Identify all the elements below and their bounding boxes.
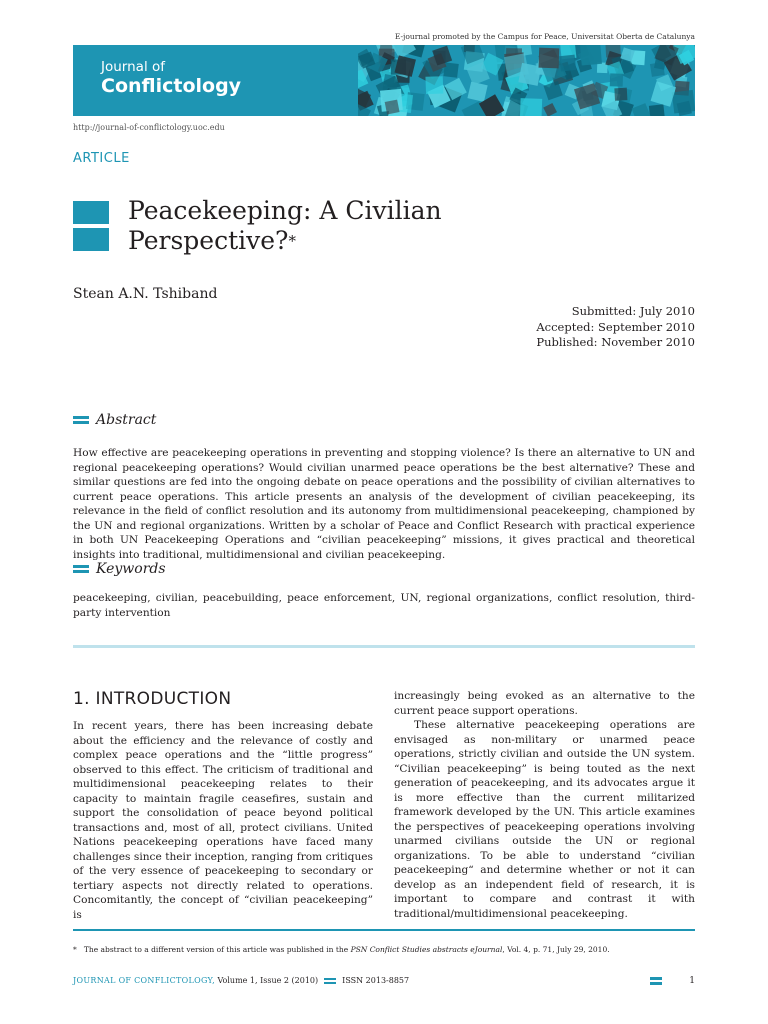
introduction-left-column [73,719,373,922]
article-type-label: ARTICLE [73,151,130,166]
date-accepted: Accepted: September 2010 [536,319,695,334]
banner-mosaic-graphic [358,45,695,116]
page-number: 1 [689,976,695,986]
abstract-heading-text: Abstract [96,412,157,428]
abstract-text: How effective are peacekeeping operations in preventing and stopping violence? Is there an alternative to UN and regional peacekeeping operations? Would civilian unarmed peace operations be the best alternative? These and similar questions are fed into the ongoing debate on peace operations and the possibility of civilian alternatives to current peace operations. This article presents an analysis of the development of civilian peacekeeping, its relevance in the field of conflict resolution and its autonomy from multidimensional peacekeeping, championed by the UN and regional organizations. Written by a scholar of Peace and Conflict Research with practical experience in both UN Peacekeeping Operations and “civilian peacekeeping” missions, it gives practical and theoretical insights into traditional, multidimensional and civilian peacekeeping. [73,447,695,561]
mosaic-tile [650,62,665,77]
abstract-heading [73,412,156,428]
mosaic-tile [539,48,560,69]
mosaic-tile [425,76,443,94]
mosaic-tile [467,82,487,102]
publication-dates [536,304,695,351]
mosaic-tile [614,88,627,101]
title-square-icon [73,228,109,251]
article-title [128,196,442,256]
journal-url[interactable]: http://journal-of-conflictology.uoc.edu [73,123,225,132]
campus-promo-note: E-journal promoted by the Campus for Peace, Universitat Oberta de Catalunya [394,32,695,41]
mosaic-tile [610,73,623,86]
footnote-text-before: The abstract to a different version of this article was published in the [83,945,351,954]
mosaic-tile [385,100,400,115]
date-submitted: Submitted: July 2010 [571,304,695,318]
keywords-heading-text: Keywords [96,561,166,577]
footnote [73,945,610,954]
intro-paragraph: These alternative peacekeeping operations are envisaged as non-military or unarmed peace operations, strictly civilian and outside the UN system. “Civilian peacekeeping” is being touted as the next generation of peacekeeping, and its advocates argue it is more effective than the current militarized framework developed by the UN. This article examines the perspectives of peacekeeping operations involving unarmed civilians outside the UN or regional organizations. To be able to understand “civilian peacekeeping“ and determine whether or not it can develop as an independent field of research, it is important to compare and contrast it with traditional/multidimensional peacekeeping. [394,719,695,920]
mosaic-tile [632,103,651,116]
mosaic-tile [580,45,602,65]
mosaic-tile [504,53,529,78]
journal-name-line1: Journal of [101,59,165,75]
introduction-heading: 1. INTRODUCTION [73,689,232,709]
intro-paragraph: increasingly being evoked as an alternative to the current peace support operations. [394,690,695,717]
mosaic-tile [649,104,665,116]
mosaic-tile [559,55,576,72]
mosaic-tile [520,98,542,116]
footer-issn: ISSN 2013-8857 [342,976,410,986]
title-line2: Perspective? [128,226,289,255]
page-bars-icon [650,975,662,987]
introduction-right-column [394,689,695,921]
intro-paragraph: In recent years, there has been increasing debate about the efficiency and the relevance of costly and complex peace operations and the “little progress” observed to this effect. The criticism of traditional and multidimensional peacekeeping relates to their capacity to maintain fragile ceasefires, sustain and support the consolidation of peace beyond political transactions and, most of all, protect civilians. United Nations peacekeeping operations have faced many challenges since their inception, ranging from critiques of the very essence of peacekeeping to secondary or tertiary aspects not directly related to operations. Concomitantly, the concept of “civilian peacekeeping” is [73,720,373,921]
footnote-journal-title: PSN Conflict Studies abstracts eJournal [350,945,503,954]
mosaic-tile [543,103,557,116]
keywords-heading [73,561,166,577]
footer-issue: Volume 1, Issue 2 (2010) [217,976,319,986]
journal-name-line2: Conflictology [101,75,242,97]
section-bars-icon [73,414,89,426]
section-separator [73,645,695,648]
journal-banner [73,45,695,116]
author-name: Stean A.N. Tshiband [73,286,218,302]
title-footnote-mark: * [288,232,296,250]
section-bars-icon [73,563,89,575]
keywords-text: peacekeeping, civilian, peacebuilding, peace enforcement, UN, regional organizations, conflict resolution, third-party intervention [73,592,695,619]
footnote-mark: * [73,945,77,954]
footer-bars-icon [324,976,336,986]
footnote-text-after: , Vol. 4, p. 71, July 29, 2010. [502,945,610,954]
title-square-icon [73,201,109,224]
footnote-divider [73,929,695,931]
page-footer [73,976,409,986]
footer-journal-name: JOURNAL OF CONFLICTOLOGY, [73,976,215,986]
title-line1: Peacekeeping: A Civilian [128,196,442,225]
date-published: Published: November 2010 [536,335,695,349]
